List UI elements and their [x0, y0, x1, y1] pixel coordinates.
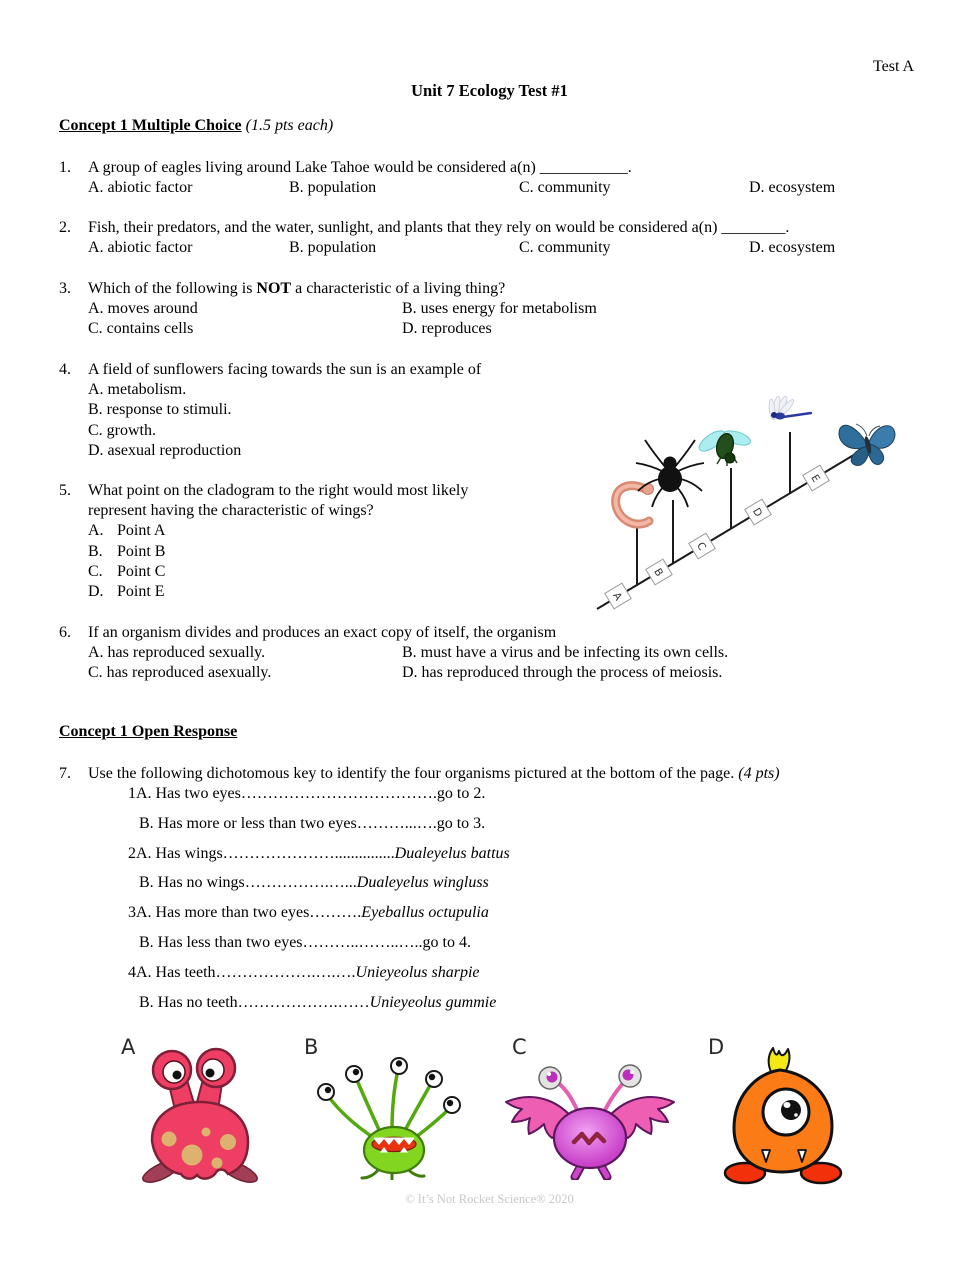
q5-option-a-label: Point A	[117, 522, 166, 540]
cladogram-point-e-label: E	[808, 472, 822, 485]
question-3-text	[88, 279, 951, 299]
cladogram-point-c-label: C	[694, 540, 709, 553]
key-row-1a	[128, 784, 828, 804]
q5-option-b-letter: B.	[88, 542, 103, 560]
worm-icon	[616, 484, 654, 525]
q5-option-d-label: Point E	[117, 583, 165, 601]
key-row-1b-result: go to 3.	[436, 814, 486, 832]
multiple-choice-points-note: (1.5 pts each)	[241, 117, 334, 134]
key-row-3a	[128, 903, 828, 923]
q3-text-bold: NOT	[256, 280, 292, 297]
q2-option-c: C. community	[519, 239, 611, 257]
q5-option-b	[88, 542, 619, 562]
q5-option-c-letter: C.	[88, 562, 103, 580]
specimen-label-c: C	[512, 1035, 527, 1059]
question-2-text: Fish, their predators, and the water, sunlight, and plants that they rely on would be considered a(n) ________.	[88, 219, 790, 236]
monster-c-left-eye	[539, 1067, 561, 1089]
q1-option-c: C. community	[519, 179, 611, 197]
q3-option-a: A. moves around	[88, 300, 198, 318]
page-title: Unit 7 Ecology Test #1	[411, 81, 568, 100]
q5-option-d-letter: D.	[88, 583, 104, 601]
question-2	[59, 218, 951, 258]
key-row-4a-result: Unieyeolus sharpie	[355, 963, 480, 981]
key-row-4b-text: B. Has no teeth……………….……	[139, 993, 370, 1011]
q5-text-line1: What point on the cladogram to the right would most likely	[88, 482, 469, 499]
spider-icon	[636, 440, 704, 507]
q1-option-a: A. abiotic factor	[88, 179, 193, 197]
question-5-text	[88, 481, 619, 521]
q4-option-a: A. metabolism.	[88, 381, 187, 399]
key-row-4a-text: 4A. Has teeth……………….….….	[128, 963, 356, 981]
q5-text-line2: represent having the characteristic of wings?	[88, 502, 374, 520]
key-row-4b-result: Unieyeolus gummie	[369, 993, 497, 1011]
q5-option-d	[88, 582, 619, 602]
cladogram-point-d-label: D	[749, 505, 765, 520]
q5-option-c-label: Point C	[117, 562, 166, 580]
key-row-2b-result: Dualeyelus wingluss	[356, 874, 489, 892]
question-7-number: 7.	[59, 765, 71, 782]
q3-text-post: a characteristic of a living thing?	[291, 280, 506, 297]
question-1	[59, 158, 951, 198]
key-row-2b	[128, 873, 828, 893]
monster-c-body	[554, 1108, 626, 1168]
multiple-choice-heading-text: Concept 1 Multiple Choice	[59, 117, 242, 134]
open-response-heading-text: Concept 1 Open Response	[59, 723, 238, 740]
q1-option-b: B. population	[289, 179, 377, 197]
key-row-3b-text: B. Has less than two eyes………..……..…..	[139, 933, 423, 951]
key-row-2a-text: 2A. Has wings…………………...............	[128, 844, 395, 862]
q7-text-main: Use the following dichotomous key to identify the four organisms pictured at the bottom of the page.	[88, 765, 739, 782]
question-4-number: 4.	[59, 361, 71, 378]
q4-option-b: B. response to stimuli.	[88, 401, 232, 419]
cladogram-image	[595, 388, 979, 616]
q3-text-pre: Which of the following is	[88, 280, 257, 297]
question-7	[59, 764, 951, 784]
q3-option-b: B. uses energy for metabolism	[402, 300, 597, 318]
key-row-1a-text: 1A. Has two eyes……………………………….	[128, 785, 437, 802]
question-6-text: If an organism divides and produces an exact copy of itself, the organism	[88, 624, 557, 641]
q1-option-d: D. ecosystem	[749, 179, 836, 197]
section-heading-open-response	[59, 723, 237, 741]
cladogram-point-c	[689, 533, 715, 559]
q7-points-note: (4 pts)	[738, 765, 780, 782]
q6-option-a: A. has reproduced sexually.	[88, 644, 266, 662]
monster-a-image	[136, 1046, 264, 1184]
key-row-3b	[128, 933, 828, 953]
specimen-label-d: D	[708, 1035, 725, 1059]
key-row-4b	[128, 993, 828, 1013]
specimen-label-a: A	[121, 1035, 136, 1059]
q3-option-d: D. reproduces	[402, 320, 492, 338]
dragonfly-icon	[768, 395, 811, 421]
key-row-2b-text: B. Has no wings…………….…...	[139, 874, 357, 892]
key-row-3b-result: go to 4.	[422, 933, 471, 951]
q2-option-a: A. abiotic factor	[88, 239, 193, 257]
question-3	[59, 279, 951, 340]
q5-option-b-label: Point B	[117, 542, 166, 560]
key-row-3a-text: 3A. Has more than two eyes……….	[128, 904, 362, 922]
q3-option-c: C. contains cells	[88, 320, 194, 338]
cladogram-point-d	[745, 499, 771, 525]
monster-c-image	[498, 1056, 682, 1180]
key-row-3a-result: Eyeballus octupulia	[361, 904, 489, 922]
question-4-text: A field of sunflowers facing towards the sun is an example of	[88, 361, 482, 378]
cladogram-point-a	[605, 583, 631, 609]
monster-b-image	[312, 1050, 470, 1180]
question-1-number: 1.	[59, 159, 71, 176]
section-heading-multiple-choice	[59, 117, 333, 135]
monster-c-right-eye	[619, 1065, 641, 1087]
key-row-4a	[128, 963, 828, 983]
test-version-label: Test A	[873, 58, 915, 75]
key-row-2a	[128, 844, 828, 864]
question-2-number: 2.	[59, 219, 71, 236]
cladogram-point-b-label: B	[651, 566, 666, 579]
q5-option-c	[88, 562, 619, 582]
key-row-1b-text: B. Has more or less than two eyes………...….	[139, 814, 437, 832]
copyright-footer: © It’s Not Rocket Science® 2020	[405, 1192, 574, 1206]
cladogram-point-a-label: A	[610, 590, 625, 603]
fly-icon	[696, 427, 752, 466]
dichotomous-key	[128, 784, 828, 1022]
question-1-text: A group of eagles living around Lake Tahoe would be considered a(n) ___________.	[88, 159, 632, 176]
question-5-number: 5.	[59, 482, 71, 499]
q2-option-d: D. ecosystem	[749, 239, 836, 257]
key-row-2a-result: Dualeyelus battus	[394, 844, 510, 862]
q5-option-a	[88, 521, 619, 541]
q6-option-b: B. must have a virus and be infecting its own cells.	[402, 644, 729, 662]
specimen-label-b: B	[304, 1035, 319, 1059]
q5-option-a-letter: A.	[88, 522, 104, 540]
question-7-text	[88, 764, 951, 784]
question-5	[59, 481, 619, 602]
question-3-number: 3.	[59, 280, 71, 297]
q4-option-c: C. growth.	[88, 421, 156, 439]
key-row-1b	[128, 814, 828, 834]
question-6	[59, 623, 951, 684]
monster-d-image	[712, 1046, 854, 1186]
q6-option-d: D. has reproduced through the process of meiosis.	[402, 664, 723, 682]
q6-option-c: C. has reproduced asexually.	[88, 664, 272, 682]
q2-option-b: B. population	[289, 239, 377, 257]
question-6-number: 6.	[59, 624, 71, 641]
cladogram-point-b	[646, 559, 672, 585]
key-row-1a-result: go to 2.	[436, 785, 486, 802]
q4-option-d: D. asexual reproduction	[88, 441, 242, 459]
cladogram-point-e	[803, 465, 829, 491]
